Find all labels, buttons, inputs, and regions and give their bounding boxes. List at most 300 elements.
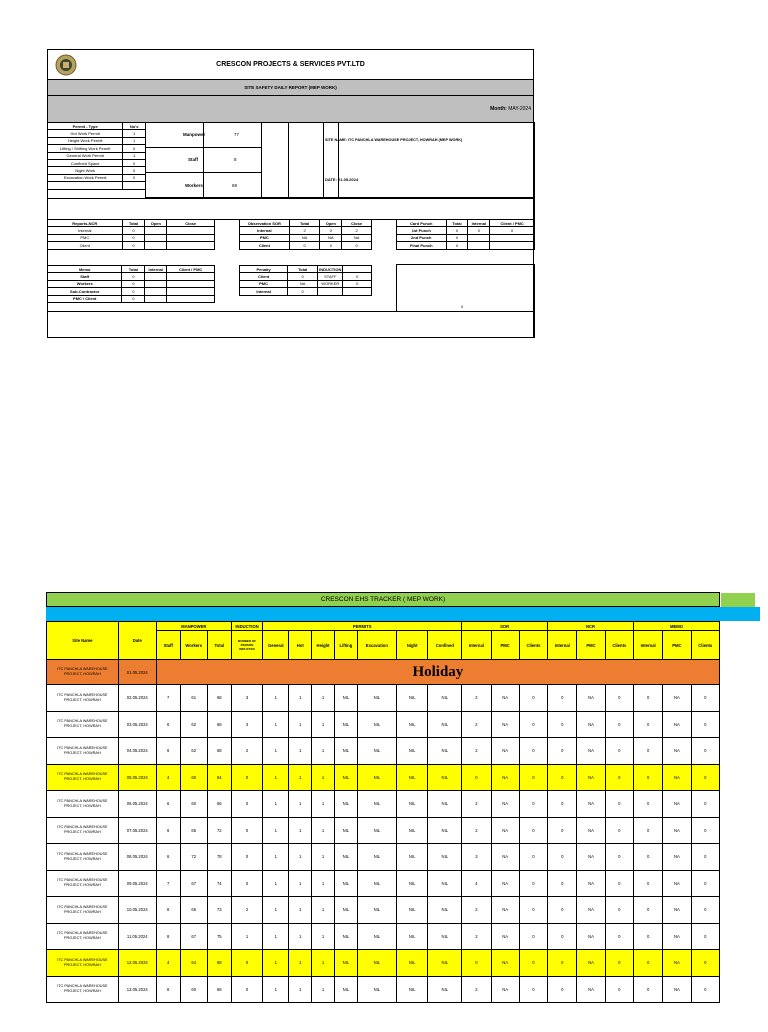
value-cell: NA bbox=[577, 844, 605, 871]
tracker-title: CRESCON EHS TRACKER ( MEP WORK) bbox=[320, 596, 446, 603]
value-cell: NIL bbox=[357, 870, 396, 897]
table-cell bbox=[490, 234, 535, 241]
month-label: Month: bbox=[490, 106, 507, 112]
value-cell: 0 bbox=[462, 950, 491, 977]
value-cell: 4 bbox=[156, 764, 180, 791]
table-cell bbox=[468, 234, 490, 241]
value-cell: 1 bbox=[263, 844, 289, 871]
value-cell: NIL bbox=[334, 685, 357, 712]
date-cell: 11.05.2024 bbox=[118, 923, 156, 950]
value-cell: NA bbox=[663, 870, 691, 897]
value-cell: 1 bbox=[263, 764, 289, 791]
value-cell: 0 bbox=[548, 791, 577, 818]
table-cell bbox=[167, 273, 215, 280]
table-cell bbox=[167, 295, 215, 302]
table-cell bbox=[145, 280, 167, 287]
value-cell: 0 bbox=[633, 738, 662, 765]
table-cell: Lifting / Shifting Work Permit bbox=[48, 145, 123, 152]
table-row bbox=[48, 280, 215, 287]
value-cell: 0 bbox=[691, 817, 719, 844]
value-cell: NA bbox=[491, 950, 519, 977]
value-cell: NIL bbox=[428, 738, 462, 765]
header-cell: Open bbox=[145, 220, 167, 227]
report-body bbox=[48, 123, 533, 338]
company-logo-icon bbox=[54, 53, 78, 77]
value-cell: 0 bbox=[519, 923, 547, 950]
value-cell: 0 bbox=[691, 764, 719, 791]
table-cell: Hot Work Permit bbox=[48, 130, 123, 137]
value-cell: NIL bbox=[357, 791, 396, 818]
value-cell: 0 bbox=[691, 738, 719, 765]
table-cell: PMC bbox=[240, 234, 290, 241]
value-cell: 0 bbox=[605, 764, 633, 791]
table-row bbox=[48, 145, 146, 152]
table-row bbox=[397, 227, 535, 234]
tracker-title-bar bbox=[46, 592, 720, 607]
value-cell: NIL bbox=[396, 817, 428, 844]
value-cell: 1 bbox=[263, 738, 289, 765]
value-cell: NIL bbox=[428, 764, 462, 791]
table-row bbox=[47, 791, 720, 818]
value-cell: NIL bbox=[428, 870, 462, 897]
value-cell: 4 bbox=[462, 870, 491, 897]
table-row bbox=[48, 167, 146, 174]
table-cell: 0 bbox=[122, 295, 145, 302]
holiday-row bbox=[47, 660, 720, 685]
table-cell: NA bbox=[289, 234, 320, 241]
table-cell: PMC bbox=[240, 280, 288, 287]
value-cell: 73 bbox=[207, 897, 231, 924]
table-cell: 0 bbox=[122, 227, 145, 234]
table-cell bbox=[145, 288, 167, 295]
value-cell: NIL bbox=[428, 817, 462, 844]
value-cell: 1 bbox=[312, 817, 335, 844]
value-cell: 0 bbox=[519, 685, 547, 712]
value-cell: NIL bbox=[357, 844, 396, 871]
value-cell: 0 bbox=[605, 738, 633, 765]
table-row bbox=[240, 242, 372, 249]
value-cell: NIL bbox=[396, 923, 428, 950]
value-cell: 0 bbox=[691, 711, 719, 738]
column-header: Internal bbox=[548, 631, 577, 660]
value-cell: NA bbox=[491, 764, 519, 791]
site-cell: ITC PANCHLA WAREHOUSE PROJECT, HOWRAH bbox=[47, 764, 119, 791]
value-cell: 78 bbox=[207, 844, 231, 871]
value-cell: NIL bbox=[357, 976, 396, 1003]
value-cell: NIL bbox=[334, 844, 357, 871]
holiday-cell: Holiday bbox=[156, 660, 719, 685]
table-cell bbox=[343, 288, 372, 295]
value-cell: 3 bbox=[231, 685, 263, 712]
value-cell: 0 bbox=[548, 764, 577, 791]
table-row bbox=[47, 685, 720, 712]
table-cell: PMC bbox=[48, 234, 123, 241]
value-cell: 0 bbox=[548, 844, 577, 871]
date-cell: 04.05.2024 bbox=[118, 738, 156, 765]
date-cell: 01.05.2024 bbox=[118, 660, 156, 685]
header-cell: Total bbox=[446, 220, 468, 227]
value-cell: NIL bbox=[396, 711, 428, 738]
table-cell: 2 bbox=[342, 227, 372, 234]
value-cell: NA bbox=[577, 711, 605, 738]
value-cell: 2 bbox=[462, 738, 491, 765]
header-cell: Close bbox=[167, 220, 215, 227]
table-cell: WORKER bbox=[318, 280, 343, 287]
table-header-row bbox=[48, 123, 146, 130]
value-cell: NA bbox=[663, 791, 691, 818]
value-cell: NIL bbox=[334, 817, 357, 844]
table-cell: 0 bbox=[288, 273, 318, 280]
value-cell: 7 bbox=[156, 685, 180, 712]
table-cell: 0 bbox=[468, 227, 490, 234]
column-header: PMC bbox=[577, 631, 605, 660]
value-cell: NA bbox=[663, 685, 691, 712]
group-header: INDUCTION bbox=[231, 622, 263, 631]
value-cell: NIL bbox=[334, 791, 357, 818]
table-cell: 0 bbox=[320, 227, 342, 234]
site-cell: ITC PANCHLA WAREHOUSE PROJECT, HOWRAH bbox=[47, 844, 119, 871]
table-cell: 0 bbox=[343, 280, 372, 287]
value-cell: 2 bbox=[462, 685, 491, 712]
table-cell: PMC / Client bbox=[48, 295, 122, 302]
value-cell: NA bbox=[577, 764, 605, 791]
site-info-block bbox=[323, 122, 535, 198]
table-cell: 0 bbox=[289, 242, 320, 249]
value-cell: NA bbox=[491, 711, 519, 738]
table-cell: 0 bbox=[122, 234, 145, 241]
table-cell bbox=[48, 182, 123, 189]
value-cell: NA bbox=[663, 976, 691, 1003]
value-cell: 67 bbox=[180, 870, 207, 897]
date-cell: 13.05.2024 bbox=[118, 976, 156, 1003]
table-cell bbox=[167, 288, 215, 295]
date-cell: 08.05.2024 bbox=[118, 844, 156, 871]
table-cell bbox=[167, 234, 215, 241]
value-cell: 0 bbox=[519, 764, 547, 791]
value-cell: 1 bbox=[312, 844, 335, 871]
value-cell: 0 bbox=[519, 844, 547, 871]
value-cell: 0 bbox=[519, 738, 547, 765]
value-cell: 62 bbox=[180, 738, 207, 765]
value-cell: 0 bbox=[548, 738, 577, 765]
value-cell: 0 bbox=[605, 950, 633, 977]
value-cell: 1 bbox=[289, 950, 312, 977]
value-cell: 2 bbox=[462, 923, 491, 950]
header-cell: No's bbox=[123, 123, 146, 130]
value-cell: 0 bbox=[548, 685, 577, 712]
table-cell bbox=[123, 182, 146, 189]
table-cell: Internal bbox=[240, 227, 290, 234]
table-cell: 0 bbox=[446, 234, 468, 241]
value-cell: 1 bbox=[312, 870, 335, 897]
value-cell: 68 bbox=[207, 738, 231, 765]
header-cell: Total bbox=[122, 266, 145, 273]
table-cell: NA bbox=[288, 280, 318, 287]
table-row bbox=[47, 923, 720, 950]
value-cell: NIL bbox=[334, 738, 357, 765]
value-cell: 2 bbox=[462, 897, 491, 924]
table-cell bbox=[145, 295, 167, 302]
value-cell: NIL bbox=[357, 817, 396, 844]
header-cell: Client / PMC bbox=[490, 220, 535, 227]
value-cell: 0 bbox=[231, 844, 263, 871]
value-cell: 0 bbox=[519, 711, 547, 738]
table-cell: NA bbox=[342, 234, 372, 241]
manpower-value: 77 bbox=[234, 132, 240, 137]
site-cell: ITC PANCHLA WAREHOUSE PROJECT, HOWRAH bbox=[47, 685, 119, 712]
table-cell: 0 bbox=[446, 227, 468, 234]
month-value: MAY-2024 bbox=[508, 106, 531, 112]
value-cell: 1 bbox=[289, 738, 312, 765]
value-cell: 0 bbox=[691, 870, 719, 897]
value-cell: 2 bbox=[231, 897, 263, 924]
value-cell: 4 bbox=[156, 950, 180, 977]
table-cell: Confined Space bbox=[48, 159, 123, 166]
value-cell: 1 bbox=[312, 791, 335, 818]
value-cell: NIL bbox=[334, 711, 357, 738]
value-cell: 1 bbox=[312, 685, 335, 712]
value-cell: NA bbox=[491, 870, 519, 897]
value-cell: 1 bbox=[312, 923, 335, 950]
value-cell: NIL bbox=[396, 870, 428, 897]
table-cell: 0 bbox=[288, 288, 318, 295]
value-cell: 1 bbox=[312, 897, 335, 924]
group-header: PERMITS bbox=[263, 622, 462, 631]
table-row bbox=[48, 174, 146, 181]
table-row bbox=[47, 950, 720, 977]
site-cell: ITC PANCHLA WAREHOUSE PROJECT, HOWRAH bbox=[47, 923, 119, 950]
table-row bbox=[48, 227, 215, 234]
value-cell: 0 bbox=[548, 897, 577, 924]
value-cell: NIL bbox=[334, 764, 357, 791]
value-cell: 0 bbox=[519, 976, 547, 1003]
value-cell: 0 bbox=[605, 976, 633, 1003]
value-cell: NIL bbox=[396, 764, 428, 791]
value-cell: 6 bbox=[156, 711, 180, 738]
manpower-label: Manpower bbox=[183, 132, 206, 137]
table-cell: 0 bbox=[122, 288, 145, 295]
value-cell: NA bbox=[577, 817, 605, 844]
value-cell: NIL bbox=[396, 950, 428, 977]
value-cell: 0 bbox=[633, 976, 662, 1003]
value-cell: 0 bbox=[605, 923, 633, 950]
site-cell: ITC PANCHLA WAREHOUSE PROJECT, HOWRAH bbox=[47, 950, 119, 977]
value-cell: 0 bbox=[633, 923, 662, 950]
date-cell: 05.05.2024 bbox=[118, 764, 156, 791]
value-cell: 0 bbox=[605, 870, 633, 897]
table-row bbox=[48, 234, 215, 241]
site-cell: ITC PANCHLA WAREHOUSE PROJECT, HOWRAH bbox=[47, 897, 119, 924]
workers-label: Workers bbox=[185, 183, 203, 188]
table-row bbox=[48, 288, 215, 295]
header-cell: Open bbox=[320, 220, 342, 227]
value-cell: 0 bbox=[231, 791, 263, 818]
value-cell: NIL bbox=[428, 950, 462, 977]
value-cell: NA bbox=[663, 764, 691, 791]
value-cell: NIL bbox=[334, 897, 357, 924]
value-cell: 74 bbox=[207, 870, 231, 897]
value-cell: 1 bbox=[312, 976, 335, 1003]
site-name: SITE NAME: ITC PANCHLA WAREHOUSE PROJECT, HOWRAH (MEP WORK) bbox=[325, 138, 463, 142]
value-cell: 2 bbox=[462, 976, 491, 1003]
table-cell: 1 bbox=[123, 137, 146, 144]
company-name: CRESCON PROJECTS & SERVICES PVT.LTD bbox=[216, 61, 365, 68]
value-cell: NA bbox=[491, 685, 519, 712]
group-header: SOR bbox=[462, 622, 548, 631]
table-cell bbox=[145, 273, 167, 280]
table-row bbox=[240, 273, 372, 280]
value-cell: 6 bbox=[156, 791, 180, 818]
value-cell: 0 bbox=[633, 711, 662, 738]
table-row bbox=[240, 280, 372, 287]
value-cell: 1 bbox=[312, 764, 335, 791]
value-cell: 64 bbox=[180, 950, 207, 977]
date-cell: 09.05.2024 bbox=[118, 870, 156, 897]
header-cell: Internal bbox=[145, 266, 167, 273]
table-row bbox=[47, 897, 720, 924]
value-cell: NA bbox=[577, 976, 605, 1003]
column-header: Clients bbox=[691, 631, 719, 660]
value-cell: NIL bbox=[357, 950, 396, 977]
value-cell: 0 bbox=[548, 923, 577, 950]
value-cell: NIL bbox=[428, 897, 462, 924]
value-cell: 0 bbox=[519, 870, 547, 897]
value-cell: 1 bbox=[263, 711, 289, 738]
table-cell bbox=[145, 234, 167, 241]
table-row bbox=[48, 152, 146, 159]
value-cell: NA bbox=[663, 738, 691, 765]
value-cell: NA bbox=[491, 923, 519, 950]
header-cell: Close bbox=[342, 220, 372, 227]
value-cell: 0 bbox=[519, 950, 547, 977]
table-row bbox=[240, 227, 372, 234]
table-cell: Client bbox=[240, 242, 290, 249]
value-cell: 0 bbox=[605, 844, 633, 871]
table-cell: Client bbox=[48, 242, 123, 249]
value-cell: 3 bbox=[231, 711, 263, 738]
table-row bbox=[47, 738, 720, 765]
value-cell: 72 bbox=[207, 817, 231, 844]
value-cell: 66 bbox=[207, 791, 231, 818]
value-cell: 0 bbox=[231, 870, 263, 897]
permit-table bbox=[47, 122, 146, 190]
table-cell: 0 bbox=[122, 242, 145, 249]
value-cell: 1 bbox=[263, 976, 289, 1003]
value-cell: 0 bbox=[605, 817, 633, 844]
column-header: Confined bbox=[428, 631, 462, 660]
table-header-row bbox=[48, 266, 215, 273]
value-cell: 1 bbox=[312, 738, 335, 765]
date-cell: 07.05.2024 bbox=[118, 817, 156, 844]
value-cell: 1 bbox=[289, 897, 312, 924]
value-cell: 68 bbox=[207, 950, 231, 977]
table-header-row bbox=[240, 220, 372, 227]
column-header: Internal bbox=[633, 631, 662, 660]
report-header bbox=[48, 50, 533, 80]
value-cell: 1 bbox=[263, 897, 289, 924]
value-cell: 0 bbox=[633, 844, 662, 871]
value-cell: 0 bbox=[633, 791, 662, 818]
report-subtitle: SITE SAFETY DAILY REPORT (MEP WORK) bbox=[48, 80, 533, 96]
value-cell: 1 bbox=[289, 844, 312, 871]
value-cell: 2 bbox=[462, 791, 491, 818]
table-row bbox=[397, 242, 535, 249]
penalty-table bbox=[239, 265, 372, 296]
value-cell: 1 bbox=[312, 950, 335, 977]
table-header-row bbox=[48, 220, 215, 227]
value-cell: NA bbox=[577, 791, 605, 818]
table-cell bbox=[167, 280, 215, 287]
value-cell: NIL bbox=[334, 923, 357, 950]
value-cell: 1 bbox=[289, 711, 312, 738]
column-header: PMC bbox=[491, 631, 519, 660]
table-cell: 0 bbox=[122, 273, 145, 280]
table-cell: Sub-Contractor bbox=[48, 288, 122, 295]
table-cell bbox=[468, 242, 490, 249]
value-cell: 61 bbox=[180, 685, 207, 712]
header-cell: Total bbox=[288, 266, 318, 273]
table-cell: Staff bbox=[48, 273, 122, 280]
table-cell: 1 bbox=[123, 152, 146, 159]
value-cell: 1 bbox=[263, 817, 289, 844]
value-cell: NIL bbox=[428, 791, 462, 818]
value-cell: 60 bbox=[180, 791, 207, 818]
table-row bbox=[240, 234, 372, 241]
value-cell: 72 bbox=[180, 844, 207, 871]
value-cell: NIL bbox=[334, 976, 357, 1003]
value-cell: 0 bbox=[691, 976, 719, 1003]
group-header: MEMO bbox=[633, 622, 719, 631]
value-cell: NIL bbox=[357, 711, 396, 738]
group-header: NCR bbox=[548, 622, 634, 631]
value-cell: NIL bbox=[357, 897, 396, 924]
table-row bbox=[48, 137, 146, 144]
value-cell: NA bbox=[491, 897, 519, 924]
value-cell: 0 bbox=[231, 950, 263, 977]
value-cell: 7 bbox=[156, 870, 180, 897]
table-row bbox=[48, 273, 215, 280]
value-cell: NA bbox=[577, 870, 605, 897]
daily-report bbox=[47, 49, 534, 338]
value-cell: NA bbox=[663, 711, 691, 738]
table-cell: STAFF bbox=[318, 273, 343, 280]
group-header-row bbox=[47, 622, 720, 631]
value-cell: 68 bbox=[207, 685, 231, 712]
header-cell: Client / PMC bbox=[167, 266, 215, 273]
table-cell: Final Punch bbox=[397, 242, 447, 249]
value-cell: 1 bbox=[263, 950, 289, 977]
tracker-blue-bar bbox=[46, 607, 720, 621]
table-cell bbox=[167, 227, 215, 234]
month-row bbox=[48, 96, 533, 123]
column-header: PMC bbox=[663, 631, 691, 660]
table-cell: 0 bbox=[342, 242, 372, 249]
value-cell: 0 bbox=[633, 950, 662, 977]
header-cell: Internal bbox=[468, 220, 490, 227]
table-cell: Height Work Permit bbox=[48, 137, 123, 144]
value-cell: NA bbox=[577, 685, 605, 712]
table-cell: 0 bbox=[123, 145, 146, 152]
value-cell: NA bbox=[577, 897, 605, 924]
value-cell: 0 bbox=[691, 844, 719, 871]
date-header: Date bbox=[118, 622, 156, 660]
value-cell: 0 bbox=[633, 685, 662, 712]
table-row bbox=[48, 159, 146, 166]
site-cell: ITC PANCHLA WAREHOUSE PROJECT, HOWRAH bbox=[47, 711, 119, 738]
value-cell: 0 bbox=[691, 791, 719, 818]
value-cell: 0 bbox=[462, 764, 491, 791]
column-header: General bbox=[263, 631, 289, 660]
